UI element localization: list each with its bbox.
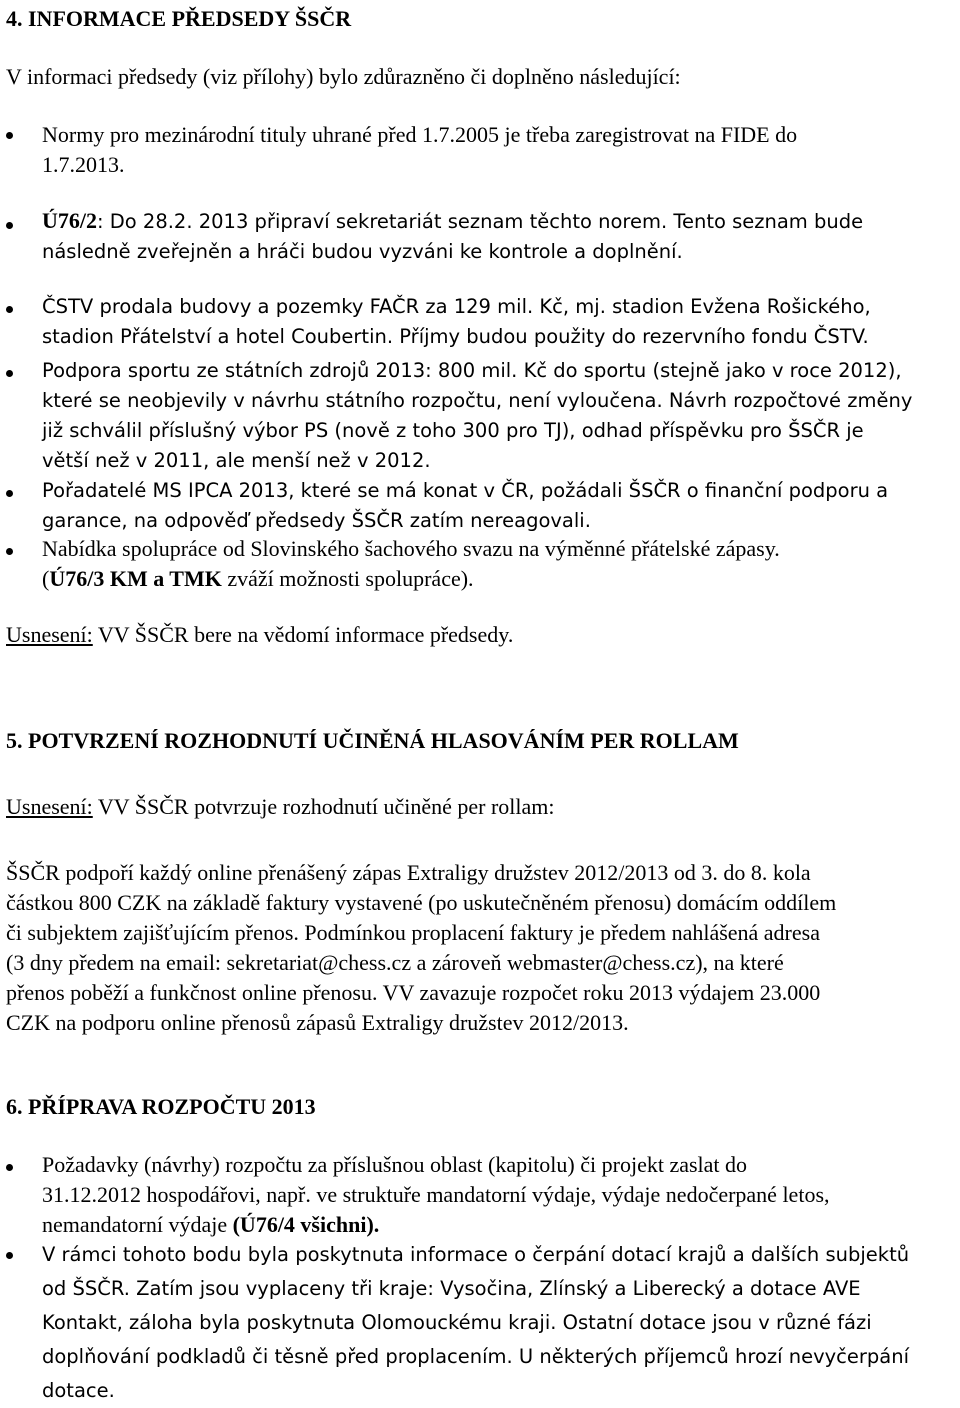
bullet-slovenian-cooperation: Nabídka spolupráce od Slovinského šachového svazu na výměnné přátelské zápasy. (Ú76/3 KM a TMK zváží možnosti spolupráce).: [42, 536, 780, 591]
bullet-icon: [6, 490, 13, 497]
bullet-icon: [6, 306, 13, 313]
bullet-state-support: Podpora sportu ze státních zdrojů 2013: 800 mil. Kč do sportu (stejně jako v roce 2012), které se neobjevily v návrhu státního rozpočtu, není vyloučena. Návrh rozpočtové změny již schválil příslušný výbor PS (nově z toho 300 pro TJ), odhad příspěvku pro ŠSČR je větší než v 2011, ale menší než v 2012.: [42, 359, 913, 472]
bullet-icon: [6, 370, 13, 377]
bullet-norms-list: Ú76/2: Do 28.2. 2013 připraví sekretariát seznam těchto norem. Tento seznam bude následně zveřejněn a hráči budou vyzváni ke kontrole a doplnění.: [42, 208, 864, 263]
section-6-heading: 6. PŘÍPRAVA ROZPOČTU 2013: [6, 1094, 316, 1119]
bullet-budget-requests: Požadavky (návrhy) rozpočtu za příslušnou oblast (kapitolu) či projekt zaslat do 31.12.2012 hospodářovi, např. ve struktuře mandatorní výdaje, výdaje nedočerpané letos, nemandatorní výdaje (Ú76/4 všichni).: [42, 1152, 830, 1237]
bullet-icon: [6, 222, 13, 229]
section-5-resolution: Usnesení: VV ŠSČR potvrzuje rozhodnutí učiněné per rollam:: [6, 794, 555, 819]
section-4-heading: 4. INFORMACE PŘEDSEDY ŠSČR: [6, 6, 352, 31]
section-5-heading: 5. POTVRZENÍ ROZHODNUTÍ UČINĚNÁ HLASOVÁNÍM PER ROLLAM: [6, 728, 739, 753]
section-4-intro: V informaci předsedy (viz přílohy) bylo zdůrazněno či doplněno následující:: [6, 64, 681, 89]
bullet-icon: [6, 1252, 13, 1259]
bullet-icon: [6, 1164, 13, 1171]
bullet-cstv-sale: ČSTV prodala budovy a pozemky FAČR za 129 mil. Kč, mj. stadion Evžena Rošického, stadion Přátelství a hotel Coubertin. Příjmy budou použity do rezervního fondu ČSTV.: [42, 295, 871, 348]
bullet-ipca: Pořadatelé MS IPCA 2013, které se má konat v ČR, požádali ŠSČR o finanční podporu a garance, na odpověď předsedy ŠSČR zatím nereagovali.: [42, 479, 889, 532]
section-4-resolution: Usnesení: VV ŠSČR bere na vědomí informace předsedy.: [6, 622, 514, 647]
bullet-fide-norms: Normy pro mezinárodní tituly uhrané před 1.7.2005 je třeba zaregistrovat na FIDE do 1.7.2013.: [42, 122, 798, 177]
bullet-subsidies: V rámci tohoto bodu byla poskytnuta informace o čerpání dotací krajů a dalších subjektů od ŠSČR. Zatím jsou vyplaceny tři kraje: Vysočina, Zlínský a Liberecký a dotace AVE Kontakt, záloha byla poskytnuta Olomouckému kraji. Ostatní dotace jsou v různé fázi doplňování podkladů či těsně před proplacením. U některých příjemců hrozí nevyčerpání dotace.: [42, 1243, 910, 1402]
bullet-icon: [6, 132, 13, 139]
bullet-icon: [6, 548, 13, 555]
section-5-paragraph: ŠSČR podpoří každý online přenášený zápas Extraligy družstev 2012/2013 od 3. do 8. kola částkou 800 CZK na základě faktury vystavené (po uskutečněném přenosu) domácím oddílem či subjektem zajišťujícím přenos. Podmínkou proplacení faktury je předem nahlášená adresa (3 dny předem na email: sekretariat@chess.cz a zároveň webmaster@chess.cz), na které přenos poběží a funkčnost online přenosu. VV zavazuje rozpočet roku 2013 výdajem 23.000 CZK na podporu online přenosů zápasů Extraligy družstev 2012/2013.: [6, 860, 837, 1035]
